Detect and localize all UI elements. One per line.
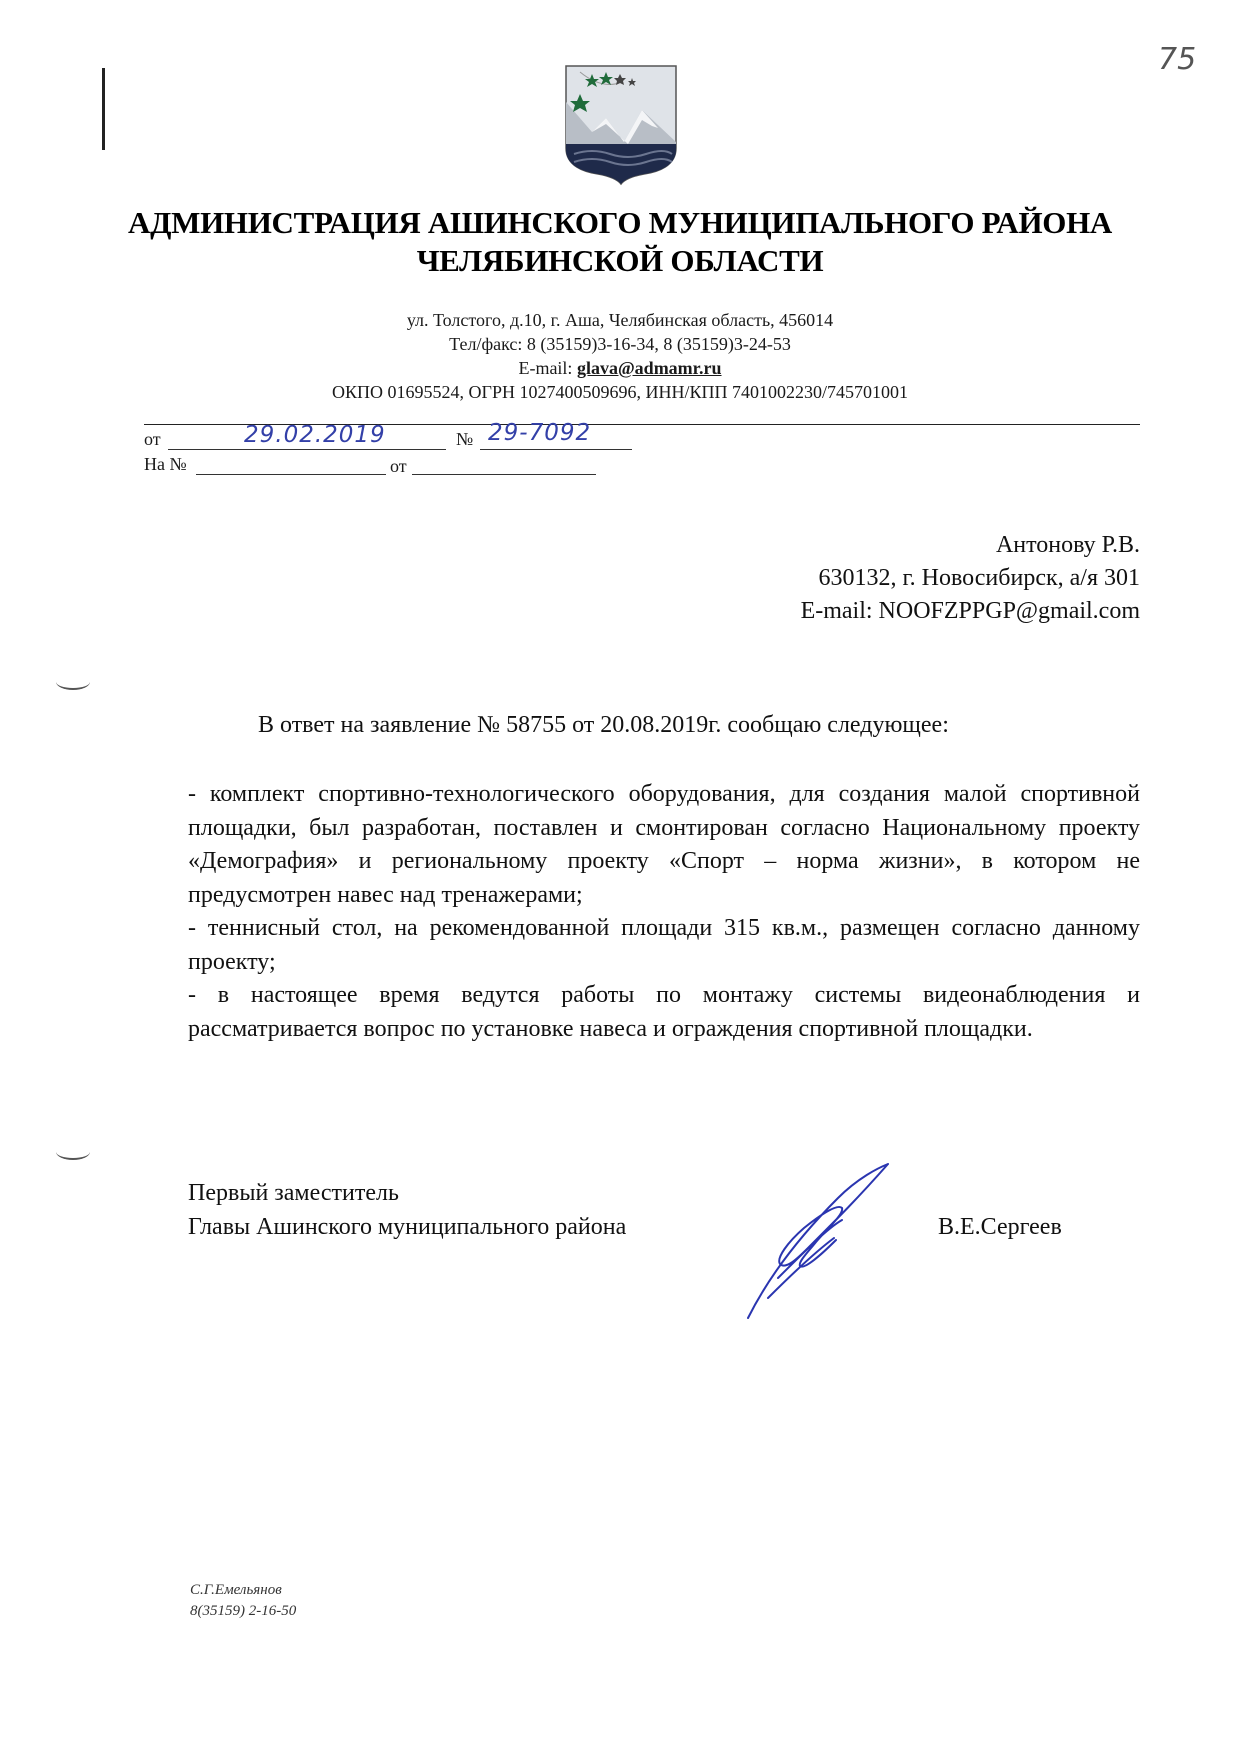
letter-body [188,778,1140,1046]
body-item: - комплект спортивно-технологического оборудования, для создания малой спортивной площадки, был разработан, поставлен и смонтирован согласно Национальному проекту «Демография» и региональному проекту «Спорт – норма жизни», в котором не предусмотрен навес над тренажерами; [188,781,1140,908]
signer-position-line2: Главы Ашинского муниципального района [188,1214,627,1240]
org-codes: ОКПО 01695524, ОГРН 1027400509696, ИНН/КПП 7401002230/745701001 [332,382,908,402]
body-item: - в настоящее время ведутся работы по монтажу системы видеонаблюдения и рассматривается вопрос по установке навеса и ограждения спортивной площадки. [188,982,1140,1042]
executor-name: С.Г.Емельянов [190,1582,282,1598]
letter-intro: В ответ на заявление № 58755 от 20.08.2019г. сообщаю следующее: [258,712,949,738]
reg-date-handwritten: 29.02.2019 [244,422,386,448]
coat-of-arms-icon [562,62,680,186]
reg-number-label: № [456,429,474,449]
org-phone-fax: Тел/факс: 8 (35159)3-16-34, 8 (35159)3-24-53 [449,334,791,354]
org-email-link[interactable]: glava@admamr.ru [576,358,722,378]
org-email-label: E-mail: [518,358,577,378]
body-item: - теннисный стол, на рекомендованной площади 315 кв.м., размещен согласно данному проекту; [188,915,1140,975]
reg-from-label: от [144,429,161,449]
ref-from-label: от [390,456,407,476]
ref-number-label: На № [144,454,187,474]
org-title-line1: АДМИНИСТРАЦИЯ АШИНСКОГО МУНИЦИПАЛЬНОГО РАЙОНА [128,205,1112,240]
org-email-line [0,358,1240,379]
page-number-handwritten: 75 [1158,42,1197,77]
signer-name: В.Е.Сергеев [938,1214,1062,1240]
org-address: ул. Толстого, д.10, г. Аша, Челябинская область, 456014 [406,310,834,330]
punch-hole-mark [56,1144,90,1160]
punch-hole-mark [56,674,90,690]
signer-position-line1: Первый заместитель [188,1180,399,1206]
ref-number-field [196,454,386,475]
reg-number-handwritten: 29-7092 [488,420,592,446]
ref-date-field [412,454,596,475]
margin-mark [102,68,105,150]
org-title-line2: ЧЕЛЯБИНСКОЙ ОБЛАСТИ [416,243,824,278]
executor-phone: 8(35159) 2-16-50 [190,1603,297,1619]
handwritten-signature [738,1158,898,1328]
addressee-address: 630132, г. Новосибирск, а/я 301 [818,565,1140,591]
addressee-email: E-mail: NOOFZPPGP@gmail.com [800,598,1140,624]
addressee-name: Антонову Р.В. [995,532,1140,558]
